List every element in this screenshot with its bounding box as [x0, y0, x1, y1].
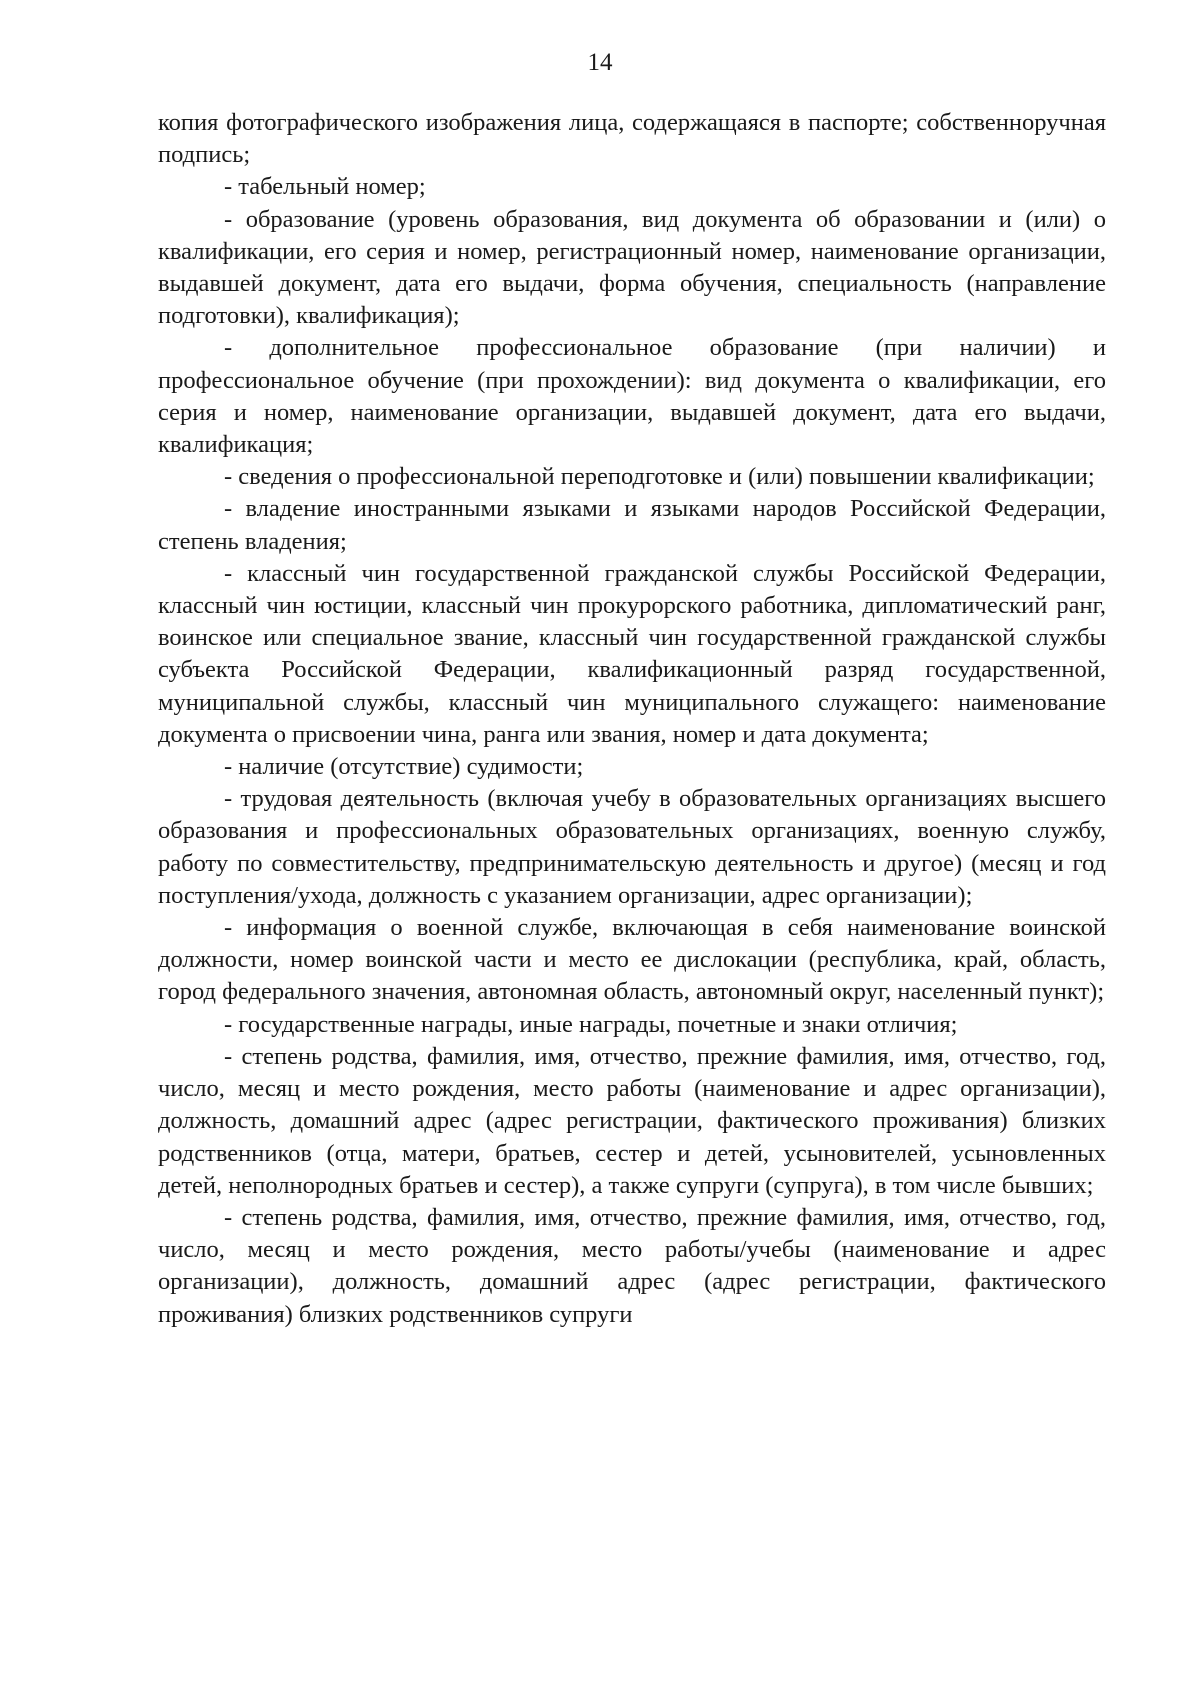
paragraph-retraining: - сведения о профессиональной переподготовке и (или) повышении квалификации;: [224, 463, 1095, 491]
paragraph-awards: - государственные награды, иные награды, почетные и знаки отличия;: [224, 1010, 958, 1038]
paragraph-relatives: - степень родства, фамилия, имя, отчество, прежние фамилия, имя, отчество, год, число, месяц и место рождения, место работы (наименование и адрес организации), должность, домашний адрес (адрес регистрации, фактического проживания) близких родственников (отца, матери, братьев, сестер и детей, усыновителей, усыновленных детей, неполнородных братьев и сестер), а также супруги (супруга), в том числе бывших;: [158, 1042, 1106, 1199]
paragraph-photo-signature: копия фотографического изображения лица, содержащаяся в паспорте; собственноручная подпись;: [158, 109, 1106, 169]
paragraph-personnel-number: - табельный номер;: [224, 173, 426, 201]
page-number: 14: [587, 49, 613, 76]
paragraph-class-rank: - классный чин государственной гражданской службы Российской Федерации, классный чин юстиции, классный чин прокурорского работника, дипломатический ранг, воинское или специальное звание, классный чин государственной гражданской службы субъекта Российской Федерации, квалификационный разряд государственной, муниципальной службы, классный чин муниципального служащего: наименование документа о присвоении чина, ранга или звания, номер и дата документа;: [158, 559, 1106, 748]
paragraph-work-activity: - трудовая деятельность (включая учебу в образовательных организациях высшего образования и профессиональных образовательных организациях, военную службу, работу по совместительству, предпринимательскую деятельность и другое) (месяц и год поступления/ухода, должность с указанием организации, адрес организации);: [158, 785, 1106, 909]
paragraph-spouse-relatives: - степень родства, фамилия, имя, отчество, прежние фамилия, имя, отчество, год, число, месяц и место рождения, место работы/учебы (наименование и адрес организации), должность, домашний адрес (адрес регистрации, фактического проживания) близких родственников супруги: [158, 1203, 1106, 1328]
paragraph-education: - образование (уровень образования, вид документа об образовании и (или) о квалификации, его серия и номер, регистрационный номер, наименование организации, выдавшей документ, дата его выдачи, форма обучения, специальность (направление подготовки), квалификация);: [158, 205, 1106, 330]
paragraph-additional-education: - дополнительное профессиональное образование (при наличии) и профессиональное обучение (при прохождении): вид документа о квалификации, его серия и номер, наименование организации, выдавшей документ, дата его выдачи, квалификация;: [158, 334, 1106, 459]
document-body: [158, 107, 1106, 1331]
paragraph-criminal-record: - наличие (отсутствие) судимости;: [224, 753, 584, 781]
paragraph-languages: - владение иностранными языками и языками народов Российской Федерации, степень владения;: [158, 495, 1106, 555]
paragraph-military-service: - информация о военной службе, включающая в себя наименование воинской должности, номер воинской части и место ее дислокации (республика, край, область, город федерального значения, автономная область, автономный округ, населенный пункт);: [158, 914, 1106, 1006]
